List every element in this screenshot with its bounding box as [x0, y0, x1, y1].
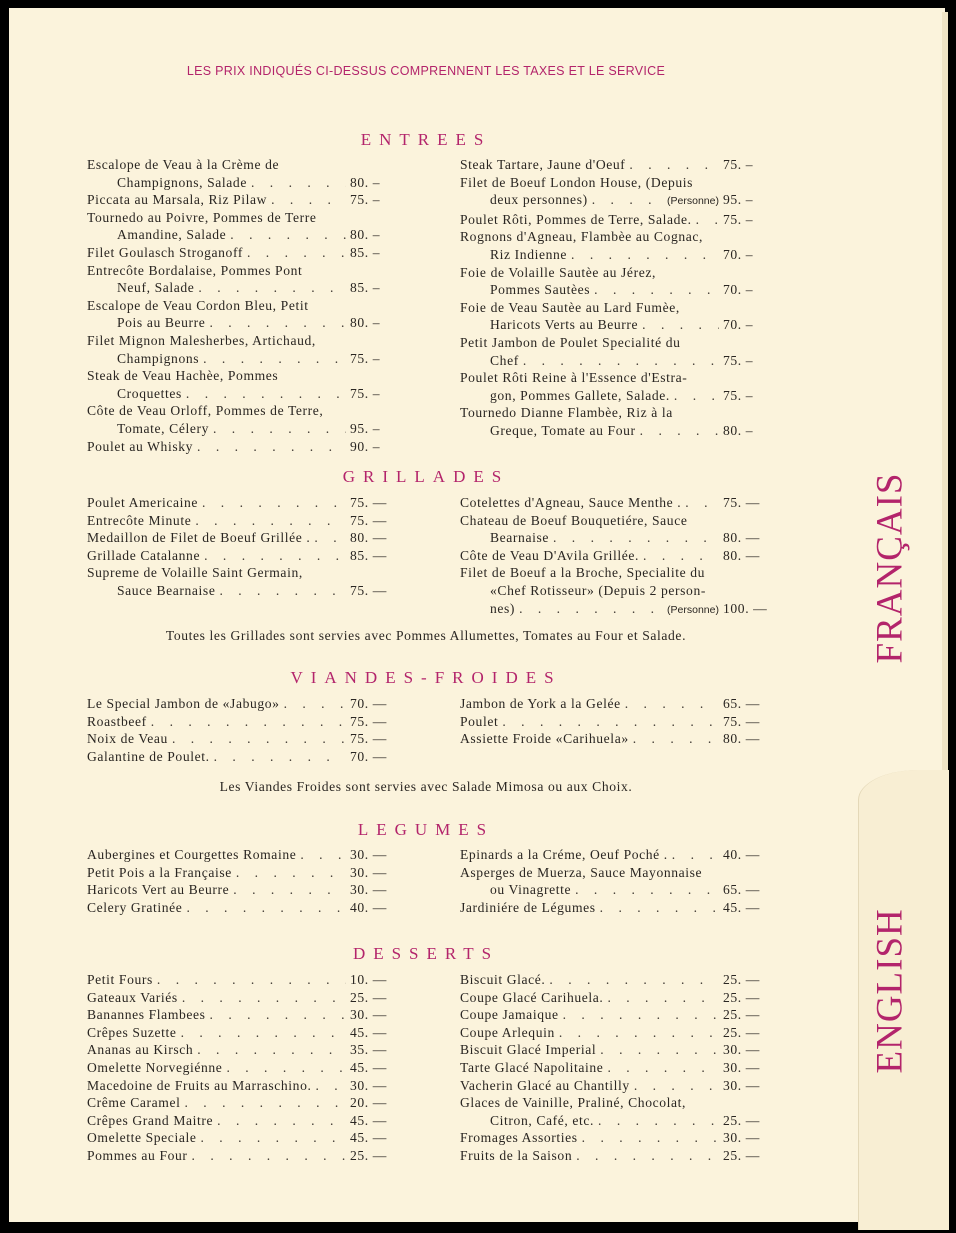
dot-leader [549, 971, 719, 989]
item-name: Filet de Boeuf a la Broche, Specialite du [460, 565, 706, 581]
dot-leader [197, 1041, 346, 1059]
menu-item [460, 547, 763, 565]
item-name: Galantine de Poulet. [87, 748, 210, 764]
item-price: 30. — [723, 1077, 760, 1093]
menu-item [87, 438, 390, 456]
item-name: Jardiniére de Légumes [460, 899, 596, 915]
menu-item [460, 156, 763, 174]
item-name: Poulet Rôti Reine à l'Essence d'Estra- [460, 370, 688, 386]
section-title-desserts: DESSERTS [352, 944, 500, 963]
menu-item [460, 695, 763, 713]
menu-item [87, 971, 390, 989]
entrees-right-column [460, 156, 763, 440]
item-name: Bearnaise [490, 530, 549, 546]
dot-leader [203, 350, 346, 368]
item-name: Croquettes [117, 385, 182, 401]
item-name: Rognons d'Agneau, Flambèe au Cognac, [460, 229, 704, 245]
item-name: Filet de Boeuf London House, (Depuis [460, 174, 694, 190]
dot-leader [210, 1006, 346, 1024]
menu-item [87, 512, 390, 530]
dot-leader [209, 314, 346, 332]
item-name: nes) [490, 600, 516, 616]
item-price: 95. – [723, 192, 754, 208]
price-note: LES PRIX INDIQUÉS CI-DESSUS COMPRENNENT LES TAXES ET LE SERVICE [186, 64, 666, 78]
item-name: Chef [490, 352, 519, 368]
grillades-right-column [460, 494, 768, 619]
menu-item [87, 864, 390, 882]
francais-tab-label[interactable]: FRANÇAIS [869, 472, 911, 664]
dot-leader [643, 547, 719, 565]
dot-leader [197, 438, 346, 456]
item-name: Petit Jambon de Poulet Specialité du [460, 334, 681, 350]
item-price: 80. – [723, 422, 754, 438]
menu-item [87, 209, 390, 244]
item-price: 45. — [350, 1059, 387, 1075]
item-name: Omelette Speciale [87, 1130, 197, 1146]
item-name: Poulet Americaine [87, 495, 198, 510]
menu-item [460, 299, 763, 334]
dot-leader [607, 1059, 719, 1077]
viandes-right-column [460, 695, 763, 748]
menu-item [460, 899, 763, 917]
item-name: Chateau de Boeuf Bouquetiére, Sauce [460, 512, 688, 528]
dot-leader [607, 989, 719, 1007]
viandes-left-column [87, 695, 390, 765]
item-price: 30. — [350, 847, 387, 862]
item-name: Tournedo Dianne Flambèe, Riz à la [460, 405, 673, 421]
item-price: 45. — [350, 1024, 387, 1040]
item-price: 75. – [723, 157, 754, 172]
item-name: Grillade Catalanne [87, 547, 201, 563]
menu-item [460, 228, 763, 263]
item-price: 75. — [350, 731, 387, 747]
item-name: Le Special Jambon de «Jabugo» [87, 696, 280, 711]
price-unit-note: (Personne) [667, 603, 719, 616]
dot-leader [575, 881, 719, 899]
item-name: Poulet [460, 713, 499, 729]
item-price: 25. — [723, 972, 760, 987]
menu-item [87, 748, 390, 766]
item-name: Filet Goulasch Stroganoff [87, 244, 243, 260]
item-price: 30. — [723, 1130, 760, 1146]
item-name: Coupe Jamaique [460, 1007, 559, 1023]
menu-item [87, 713, 390, 731]
item-name: Gateaux Variés [87, 989, 178, 1005]
dot-leader [202, 494, 346, 512]
dot-leader [502, 713, 719, 731]
dot-leader [230, 226, 346, 244]
item-price: 70. — [350, 748, 387, 764]
item-name: Cotelettes d'Agneau, Sauce Menthe . [460, 495, 682, 510]
item-name: Ananas au Kirsch [87, 1042, 194, 1058]
dot-leader [571, 246, 719, 264]
dot-leader [300, 846, 346, 864]
dot-leader [186, 385, 346, 403]
item-name: Tournedo au Poivre, Pommes de Terre [87, 209, 317, 225]
item-price: 45. — [350, 1112, 387, 1128]
item-name: Citron, Café, etc. [490, 1112, 595, 1128]
dot-leader [226, 1059, 346, 1077]
entrees-left-column [87, 156, 390, 455]
menu-item [460, 404, 763, 439]
dot-leader [625, 695, 719, 713]
item-name: Jambon de York a la Gelée [460, 696, 621, 711]
dot-leader [172, 730, 346, 748]
menu-item [87, 1094, 390, 1112]
menu-item [460, 264, 763, 299]
dot-leader [674, 387, 719, 405]
menu-item [460, 730, 763, 748]
item-price: 25. — [350, 989, 387, 1005]
item-price: 45. — [350, 1130, 387, 1146]
section-title-viandes-froides: VIANDES-FROIDES [290, 668, 562, 687]
item-price: 80. — [723, 530, 760, 546]
menu-item [87, 695, 390, 713]
menu-item [87, 244, 390, 262]
menu-item [87, 367, 390, 402]
menu-item [460, 1094, 763, 1129]
item-name: Tomate, Célery [117, 420, 209, 436]
menu-item [460, 494, 763, 512]
english-tab-label[interactable]: ENGLISH [869, 908, 911, 1074]
item-price: 85. – [350, 244, 381, 260]
item-name: Medaillon de Filet de Boeuf Grillée . [87, 530, 311, 546]
dot-leader [200, 1129, 346, 1147]
item-name: Celery Gratinée [87, 899, 183, 915]
item-name: Neuf, Salade [117, 280, 195, 296]
section-title-entrees: ENTREES [360, 130, 492, 149]
grillades-footnote: Toutes les Grillades sont servies avec Pommes Allumettes, Tomates au Four et Salade. [165, 628, 687, 643]
item-price: 30. — [350, 882, 387, 898]
item-name: gon, Pommes Gallete, Salade. [490, 387, 670, 403]
dot-leader [685, 494, 719, 512]
dot-leader [592, 191, 663, 209]
item-name: Biscuit Glacé Imperial [460, 1042, 597, 1058]
dot-leader [151, 713, 346, 731]
item-name: Escalope de Veau Cordon Bleu, Petit [87, 297, 309, 313]
menu-item [87, 1024, 390, 1042]
dot-leader [157, 971, 346, 989]
menu-item [87, 494, 390, 512]
item-price: 25. — [350, 1147, 387, 1163]
dot-leader [640, 422, 719, 440]
dot-leader [314, 529, 346, 547]
dot-leader [198, 279, 346, 297]
menu-item [87, 1041, 390, 1059]
item-name: Piccata au Marsala, Riz Pilaw [87, 192, 268, 208]
grillades-left-column [87, 494, 390, 600]
item-price: 80. – [350, 315, 381, 331]
item-price: 100. — [723, 600, 768, 616]
menu-item [460, 1006, 763, 1024]
item-price: 75. — [350, 582, 387, 598]
item-price: 30. — [723, 1059, 760, 1075]
dot-leader [634, 1077, 719, 1095]
item-price: 80. — [350, 530, 387, 546]
item-name: Crêpes Grand Maitre [87, 1112, 214, 1128]
item-price: 65. — [723, 882, 760, 898]
dot-leader [186, 899, 346, 917]
item-name: Coupe Arlequin [460, 1024, 555, 1040]
dot-leader [315, 1077, 346, 1095]
item-name: Entrecôte Bordalaise, Pommes Pont [87, 262, 303, 278]
item-price: 80. — [723, 547, 760, 563]
menu-item [87, 156, 390, 191]
dot-leader [553, 529, 719, 547]
menu-item [460, 564, 768, 619]
item-name: Poulet au Whisky [87, 438, 194, 454]
item-name: Steak de Veau Hachèe, Pommes [87, 368, 279, 384]
item-name: Amandine, Salade [117, 227, 227, 243]
item-name: Epinards a la Créme, Oeuf Poché . [460, 847, 668, 862]
item-price: 40. — [723, 847, 760, 862]
menu-item [87, 1006, 390, 1024]
item-name: Foie de Veau Sautèe au Lard Fumèe, [460, 299, 680, 315]
dot-leader [633, 730, 719, 748]
legumes-right-column [460, 846, 763, 916]
menu-item [87, 547, 390, 565]
item-name: ou Vinagrette [490, 882, 572, 898]
item-name: Vacherin Glacé au Chantilly [460, 1077, 630, 1093]
dot-leader [642, 316, 719, 334]
item-name: Asperges de Muerza, Sauce Mayonnaise [460, 864, 703, 880]
item-name: Omelette Norvegiénne [87, 1059, 223, 1075]
item-name: Banannes Flambees [87, 1007, 206, 1023]
item-name: Fromages Assorties [460, 1130, 578, 1146]
menu-item [87, 332, 390, 367]
item-price: 45. — [723, 899, 760, 915]
item-name: Biscuit Glacé. [460, 972, 546, 987]
item-name: Noix de Veau [87, 731, 168, 747]
item-name: Escalope de Veau à la Crème de [87, 157, 280, 172]
item-price: 75. – [350, 192, 381, 208]
menu-item [460, 211, 763, 229]
item-price: 25. — [723, 989, 760, 1005]
dot-leader [181, 1024, 346, 1042]
menu-item [87, 402, 390, 437]
dot-leader [214, 748, 346, 766]
item-name: Roastbeef [87, 713, 147, 729]
menu-item [87, 297, 390, 332]
item-name: Côte de Veau D'Avila Grillée. [460, 547, 640, 563]
menu-item [87, 899, 390, 917]
menu-item [460, 713, 763, 731]
dot-leader [600, 1041, 719, 1059]
menu-item [460, 1147, 763, 1165]
menu-item [460, 1024, 763, 1042]
item-price: 70. — [350, 696, 387, 711]
menu-item [87, 1147, 390, 1165]
item-name: Haricots Verts au Beurre [490, 317, 639, 333]
desserts-right-column [460, 971, 763, 1165]
dot-leader [184, 1094, 346, 1112]
menu-item [460, 989, 763, 1007]
menu-item [87, 1112, 390, 1130]
dot-leader [271, 191, 346, 209]
menu-item [460, 334, 763, 369]
dot-leader [523, 352, 719, 370]
item-name: Pommes au Four [87, 1147, 188, 1163]
section-title-legumes: LEGUMES [357, 820, 495, 839]
dot-leader [519, 600, 663, 618]
item-price: 25. — [723, 1112, 760, 1128]
dot-leader [233, 881, 346, 899]
item-name: Petit Pois a la Française [87, 864, 232, 880]
dot-leader [559, 1024, 719, 1042]
menu-item [460, 971, 763, 989]
item-name: Haricots Vert au Beurre [87, 882, 230, 898]
item-name: Glaces de Vainille, Praliné, Chocolat, [460, 1095, 687, 1111]
item-price: 30. — [350, 1077, 387, 1093]
desserts-left-column [87, 971, 390, 1165]
section-title-grillades: GRILLADES [342, 467, 510, 486]
menu-item [460, 369, 763, 404]
item-name: Greque, Tomate au Four [490, 422, 636, 438]
item-name: Crême Caramel [87, 1095, 181, 1111]
item-name: deux personnes) [490, 192, 588, 208]
menu-item [460, 1129, 763, 1147]
item-price: 30. — [723, 1042, 760, 1058]
menu-item [460, 1059, 763, 1077]
item-name: Pois au Beurre [117, 315, 206, 331]
dot-leader [213, 420, 346, 438]
item-price: 80. — [723, 731, 760, 747]
item-name: Champignons, Salade [117, 174, 247, 190]
item-price: 20. — [350, 1095, 387, 1111]
item-price: 30. — [350, 1007, 387, 1023]
item-name: Riz Indienne [490, 246, 568, 262]
menu-item [87, 881, 390, 899]
dot-leader [672, 846, 719, 864]
menu-item [87, 191, 390, 209]
item-price: 85. – [350, 280, 381, 296]
dot-leader [594, 281, 719, 299]
dot-leader [182, 989, 346, 1007]
item-name: Steak Tartare, Jaune d'Oeuf [460, 157, 626, 172]
item-price: 85. — [350, 547, 387, 563]
dot-leader [629, 156, 719, 174]
item-price: 75. — [723, 495, 760, 510]
item-price: 75. – [723, 211, 754, 227]
item-price: 35. — [350, 1042, 387, 1058]
menu-item [87, 846, 390, 864]
item-price: 75. — [723, 713, 760, 729]
dot-leader [217, 1112, 346, 1130]
item-price: 65. — [723, 696, 760, 711]
item-price: 75. – [350, 385, 381, 401]
item-name: Foie de Volaille Sautèe au Jérez, [460, 264, 656, 280]
menu-item [460, 864, 763, 899]
dot-leader [600, 899, 719, 917]
item-price: 80. – [350, 227, 381, 243]
item-price: 75. – [350, 350, 381, 366]
dot-leader [563, 1006, 719, 1024]
item-price: 75. – [723, 352, 754, 368]
item-price: 10. — [350, 972, 387, 987]
menu-item [87, 730, 390, 748]
menu-item [87, 529, 390, 547]
dot-leader [284, 695, 346, 713]
item-name: Petit Fours [87, 972, 153, 987]
item-name: Tarte Glacé Napolitaine [460, 1059, 604, 1075]
item-name: Pommes Sautèes [490, 282, 591, 298]
dot-leader [251, 174, 346, 192]
dot-leader [192, 1147, 346, 1165]
item-price: 75. — [350, 713, 387, 729]
dot-leader [236, 864, 346, 882]
item-price: 25. — [723, 1147, 760, 1163]
menu-item [460, 174, 763, 211]
dot-leader [576, 1147, 719, 1165]
item-name: Supreme de Volaille Saint Germain, [87, 565, 303, 581]
legumes-left-column [87, 846, 390, 916]
item-name: Entrecôte Minute [87, 512, 192, 528]
item-price: 70. – [723, 317, 754, 333]
item-price: 95. – [350, 420, 381, 436]
item-name: «Chef Rotisseur» (Depuis 2 person- [490, 582, 706, 598]
menu-item [87, 1129, 390, 1147]
item-price: 70. – [723, 282, 754, 298]
dot-leader [598, 1112, 719, 1130]
item-name: Aubergines et Courgettes Romaine [87, 847, 297, 862]
item-price: 25. — [723, 1007, 760, 1023]
dot-leader [219, 582, 346, 600]
item-name: Fruits de la Saison [460, 1147, 573, 1163]
item-name: Côte de Veau Orloff, Pommes de Terre, [87, 403, 324, 419]
viandes-footnote: Les Viandes Froides sont servies avec Salade Mimosa ou aux Choix. [219, 779, 633, 794]
item-name: Macedoine de Fruits au Marraschino. [87, 1077, 312, 1093]
item-name: Filet Mignon Malesherbes, Artichaud, [87, 332, 316, 348]
dot-leader [204, 547, 346, 565]
menu-item [460, 1041, 763, 1059]
menu-item [87, 564, 390, 599]
item-price: 70. – [723, 246, 754, 262]
menu-item [460, 1077, 763, 1095]
item-name: Coupe Glacé Carihuela. [460, 989, 604, 1005]
item-name: Assiette Froide «Carihuela» [460, 731, 629, 747]
item-price: 40. — [350, 899, 387, 915]
item-price: 75. — [350, 495, 387, 510]
item-name: Crêpes Suzette [87, 1024, 177, 1040]
dot-leader [195, 512, 346, 530]
dot-leader [247, 244, 346, 262]
menu-item [87, 262, 390, 297]
item-name: Poulet Rôti, Pommes de Terre, Salade. [460, 211, 692, 227]
menu-item [460, 846, 763, 864]
item-price: 25. — [723, 1024, 760, 1040]
item-price: 75. — [350, 512, 387, 528]
item-price: 80. – [350, 174, 381, 190]
item-price: 75. – [723, 387, 754, 403]
dot-leader [582, 1129, 719, 1147]
price-unit-note: (Personne) [667, 195, 719, 208]
item-name: Sauce Bearnaise [117, 582, 216, 598]
menu-item [87, 989, 390, 1007]
item-price: 30. — [350, 864, 387, 880]
menu-item [460, 512, 763, 547]
item-price: 90. – [350, 438, 381, 454]
dot-leader [696, 211, 719, 229]
item-name: Champignons [117, 350, 200, 366]
menu-item [87, 1077, 390, 1095]
menu-item [87, 1059, 390, 1077]
